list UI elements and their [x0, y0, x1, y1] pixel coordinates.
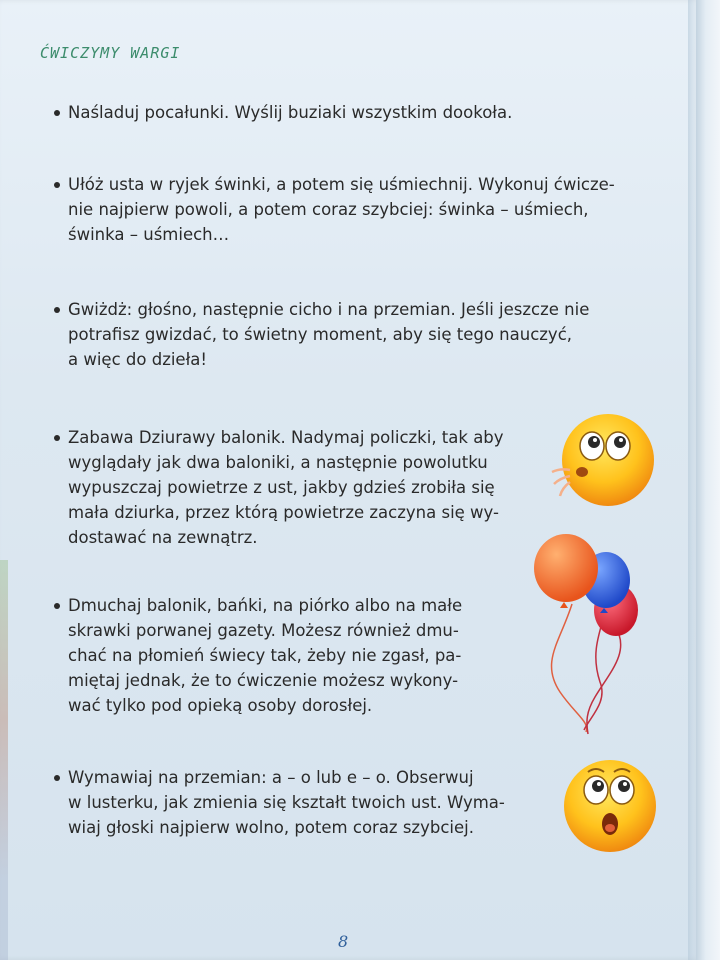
item-line: Wymawiaj na przemian: a – o lub e – o. Obserwuj	[68, 768, 474, 787]
item-line: chać na płomień świecy tak, żeby nie zgasł, pa-	[68, 646, 462, 665]
item-line: Zabawa Dziurawy balonik. Nadymaj policzki, tak aby	[68, 428, 504, 447]
exercise-item-blowing	[50, 593, 520, 718]
exercise-item-leaky-balloon	[50, 425, 550, 550]
item-line: Ułóż usta w ryjek świnki, a potem się uśmiechnij. Wykonuj ćwicze-	[68, 175, 615, 194]
balloons-icon	[520, 532, 650, 737]
item-line: wiaj głoski najpierw wolno, potem coraz szybciej.	[68, 818, 474, 837]
exercise-item-whistle	[50, 297, 650, 372]
exercise-item-pig-snout	[50, 172, 650, 247]
item-line: skrawki porwanej gazety. Możesz również dmu-	[68, 621, 459, 640]
exercise-item-vowels	[50, 765, 550, 840]
item-line: Naśladuj pocałunki. Wyślij buziaki wszystkim dookoła.	[68, 103, 513, 122]
item-line: potrafisz gwizdać, to świetny moment, aby się tego nauczyć,	[68, 325, 573, 344]
item-line: mała dziurka, przez którą powietrze zaczyna się wy-	[68, 503, 499, 522]
item-line: wać tylko pod opieką osoby dorosłej.	[68, 696, 373, 715]
item-line: a więc do dzieła!	[68, 350, 208, 369]
page-edge-strip	[0, 560, 8, 960]
item-line: Dmuchaj balonik, bańki, na piórko albo na małe	[68, 596, 463, 615]
item-line: Gwiżdż: głośno, następnie cicho i na przemian. Jeśli jeszcze nie	[68, 300, 590, 319]
surprised-emoji-icon	[560, 756, 660, 856]
book-spine	[696, 0, 720, 960]
blowing-emoji-icon	[548, 410, 660, 510]
item-line: wyglądały jak dwa baloniki, a następnie powolutku	[68, 453, 488, 472]
item-line: świnka – uśmiech…	[68, 225, 230, 244]
item-line: miętaj jednak, że to ćwiczenie możesz wykony-	[68, 671, 459, 690]
exercise-item-kisses	[50, 100, 610, 125]
page-gutter	[688, 0, 696, 960]
item-line: wypuszczaj powietrze z ust, jakby gdzieś zrobiła się	[68, 478, 495, 497]
item-line: dostawać na zewnątrz.	[68, 528, 258, 547]
section-heading: ĆWICZYMY WARGI	[40, 44, 181, 62]
item-line: w lusterku, jak zmienia się kształt twoich ust. Wyma-	[68, 793, 505, 812]
page-number: 8	[338, 932, 349, 951]
item-line: nie najpierw powoli, a potem coraz szybciej: świnka – uśmiech,	[68, 200, 589, 219]
